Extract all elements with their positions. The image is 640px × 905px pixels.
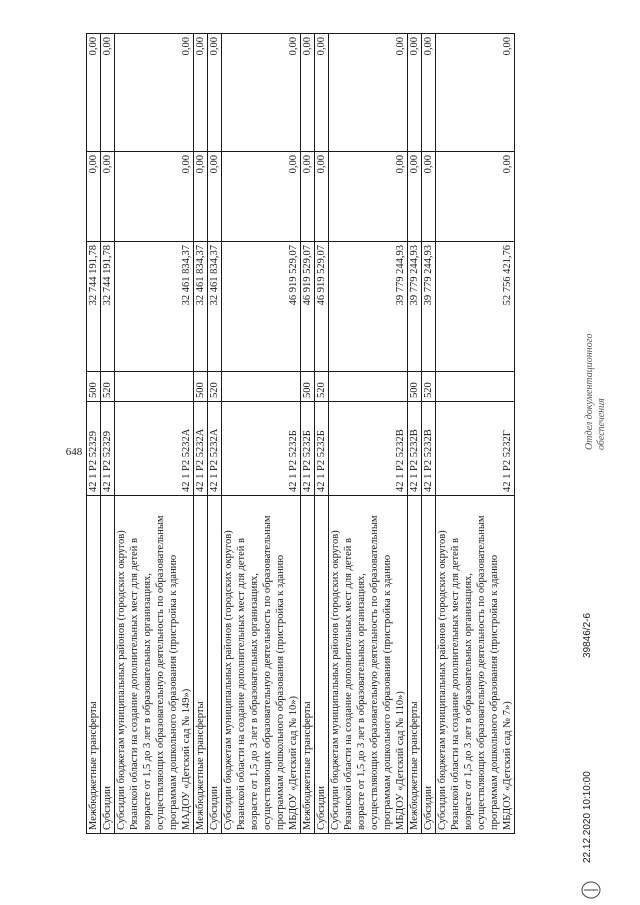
row-amount: 39 779 244,93 <box>329 242 408 372</box>
row-expense-type: 520 <box>315 372 329 402</box>
table-row <box>422 34 436 834</box>
table-row <box>87 34 101 834</box>
row-amount: 39 779 244,93 <box>408 242 422 372</box>
row-amount: 32 461 834,37 <box>208 242 222 372</box>
row-amount-3: 0,00 <box>315 34 329 152</box>
row-amount-2: 0,00 <box>301 152 315 242</box>
row-description: Субсидии <box>422 496 436 834</box>
footer-department-line2: обеспечения <box>596 398 607 450</box>
row-expense-type: 500 <box>87 372 101 402</box>
row-code: 42 1 P2 5232А <box>208 402 222 496</box>
row-expense-type: 500 <box>194 372 208 402</box>
row-description: Межбюджетные трансферты <box>87 496 101 834</box>
row-expense-type: 500 <box>408 372 422 402</box>
row-amount: 32 461 834,37 <box>115 242 194 372</box>
budget-table-region <box>86 34 556 834</box>
row-expense-type <box>222 372 301 402</box>
table-row <box>315 34 329 834</box>
table-row <box>436 34 515 834</box>
row-amount-2: 0,00 <box>101 152 115 242</box>
row-description: Субсидии бюджетам муниципальных районов (городских округов) Рязанской области на создание дополнительных мест для детей в возрасте от 1,5 до 3 лет в образовательных организациях, осуществляющих образовательную деятельность по образовательным программам дошкольного образования (пристройка к зданию МАДОУ «Детский сад № 149») <box>115 496 194 834</box>
row-amount: 46 919 529,07 <box>222 242 301 372</box>
row-amount: 52 756 421,76 <box>436 242 515 372</box>
table-row <box>194 34 208 834</box>
row-amount-3: 0,00 <box>208 34 222 152</box>
row-description: Субсидии бюджетам муниципальных районов (городских округов) Рязанской области на создание дополнительных мест для детей в возрасте от 1,5 до 3 лет в образовательных организациях, осуществляющих образовательную деятельность по образовательным программам дошкольного образования (пристройка к зданию МБДОУ «Детский сад № 110») <box>329 496 408 834</box>
table-body <box>87 34 515 834</box>
row-code: 42 1 P2 5232В <box>422 402 436 496</box>
row-amount-3: 0,00 <box>87 34 101 152</box>
row-code: 42 1 P2 5232В <box>329 402 408 496</box>
table-row <box>301 34 315 834</box>
footer-doc-number: 39846/2-6 <box>582 612 593 658</box>
row-amount-3: 0,00 <box>408 34 422 152</box>
row-amount-2: 0,00 <box>194 152 208 242</box>
table-row <box>222 34 301 834</box>
row-amount-2: 0,00 <box>87 152 101 242</box>
budget-table <box>86 33 515 834</box>
row-expense-type <box>115 372 194 402</box>
row-code: 42 1 P2 5232Б <box>315 402 329 496</box>
row-expense-type: 520 <box>101 372 115 402</box>
page-number: 648 <box>65 446 83 458</box>
row-amount: 32 744 191,78 <box>101 242 115 372</box>
row-code: 42 1 P2 52329 <box>87 402 101 496</box>
row-amount-2: 0,00 <box>222 152 301 242</box>
row-code: 42 1 P2 5232В <box>408 402 422 496</box>
table-row <box>101 34 115 834</box>
row-amount-3: 0,00 <box>222 34 301 152</box>
row-description: Субсидии бюджетам муниципальных районов (городских округов) Рязанской области на создание дополнительных мест для детей в возрасте от 1,5 до 3 лет в образовательных организациях, осуществляющих образовательную деятельность по образовательным программам дошкольного образования (пристройка к зданию МБДОУ «Детский сад № 10») <box>222 496 301 834</box>
row-expense-type <box>436 372 515 402</box>
row-amount: 32 461 834,37 <box>194 242 208 372</box>
row-description: Субсидии <box>208 496 222 834</box>
row-amount-2: 0,00 <box>208 152 222 242</box>
row-amount-2: 0,00 <box>422 152 436 242</box>
footer-date: 22.12.2020 10:10:00 <box>582 771 593 863</box>
row-description: Субсидии бюджетам муниципальных районов (городских округов) Рязанской области на создание дополнительных мест для детей в возрасте от 1,5 до 3 лет в образовательных организациях, осуществляющих образовательную деятельность по образовательным программам дошкольного образования (пристройка к зданию МБДОУ «Детский сад № 7») <box>436 496 515 834</box>
row-amount-2: 0,00 <box>408 152 422 242</box>
stamp-icon <box>580 880 602 900</box>
row-description: Субсидии <box>101 496 115 834</box>
row-amount-3: 0,00 <box>301 34 315 152</box>
row-code: 42 1 P2 5232Б <box>301 402 315 496</box>
row-amount-3: 0,00 <box>329 34 408 152</box>
table-row <box>329 34 408 834</box>
row-description: Межбюджетные трансферты <box>301 496 315 834</box>
row-amount-2: 0,00 <box>315 152 329 242</box>
row-expense-type: 500 <box>301 372 315 402</box>
row-amount-2: 0,00 <box>436 152 515 242</box>
table-row <box>208 34 222 834</box>
row-expense-type: 520 <box>422 372 436 402</box>
row-description: Межбюджетные трансферты <box>194 496 208 834</box>
table-row <box>115 34 194 834</box>
row-expense-type: 520 <box>208 372 222 402</box>
row-amount-2: 0,00 <box>115 152 194 242</box>
row-code: 42 1 P2 5232Б <box>222 402 301 496</box>
row-code: 42 1 P2 5232Г <box>436 402 515 496</box>
row-amount-3: 0,00 <box>115 34 194 152</box>
footer-department-line1: Отдел документационного <box>584 333 595 450</box>
row-amount-3: 0,00 <box>436 34 515 152</box>
row-amount-2: 0,00 <box>329 152 408 242</box>
row-amount: 39 779 244,93 <box>422 242 436 372</box>
row-description: Межбюджетные трансферты <box>408 496 422 834</box>
row-amount-3: 0,00 <box>422 34 436 152</box>
table-row <box>408 34 422 834</box>
row-amount: 46 919 529,07 <box>301 242 315 372</box>
row-code: 42 1 P2 5232А <box>115 402 194 496</box>
row-code: 42 1 P2 5232А <box>194 402 208 496</box>
row-description: Субсидии <box>315 496 329 834</box>
row-expense-type <box>329 372 408 402</box>
row-amount: 32 744 191,78 <box>87 242 101 372</box>
row-amount: 46 919 529,07 <box>315 242 329 372</box>
row-amount-3: 0,00 <box>194 34 208 152</box>
row-amount-3: 0,00 <box>101 34 115 152</box>
row-code: 42 1 P2 52329 <box>101 402 115 496</box>
